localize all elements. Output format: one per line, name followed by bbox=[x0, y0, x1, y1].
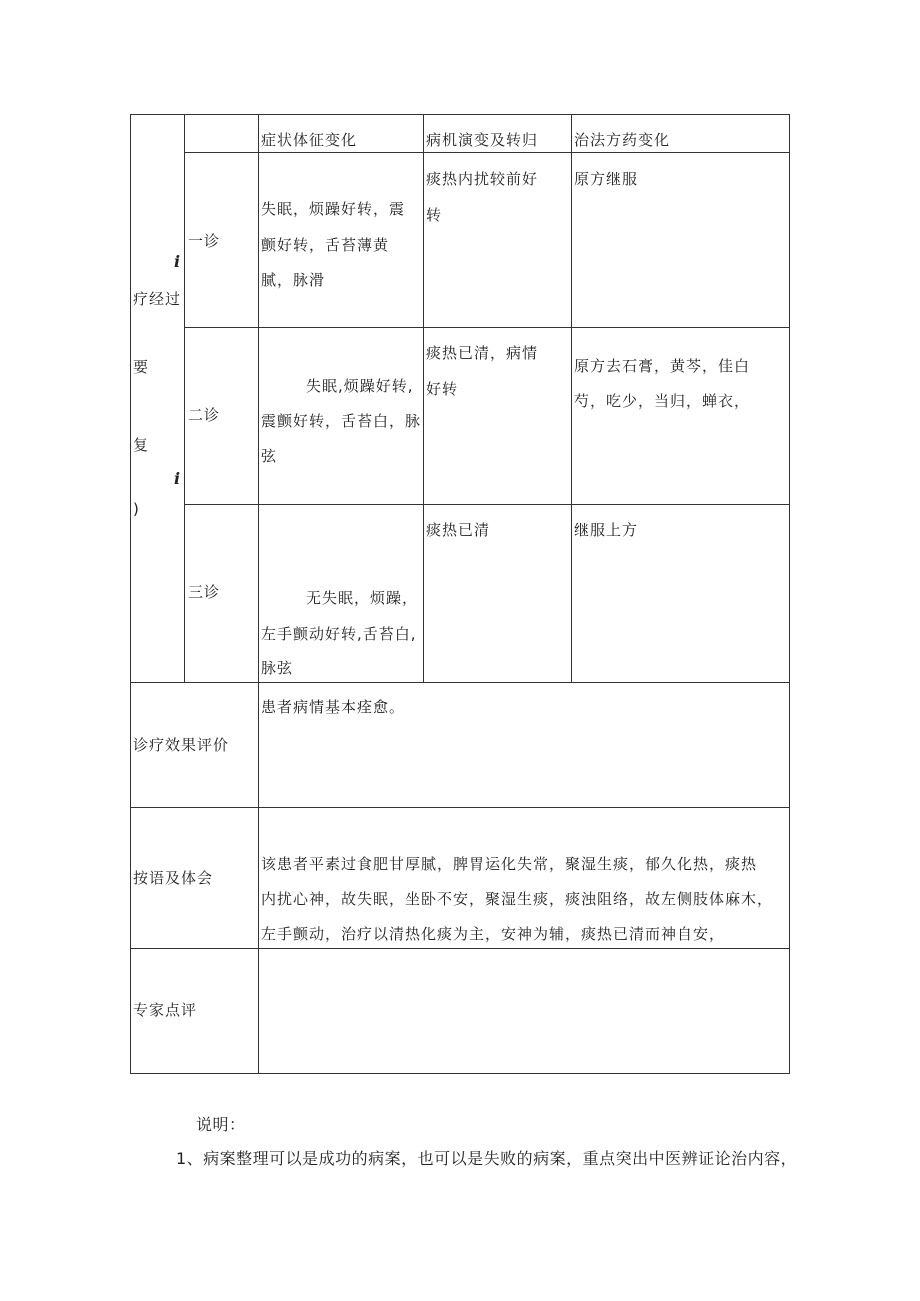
visit-pathogenesis-line: 痰热已清，病情 bbox=[426, 344, 539, 362]
notes-title: 说明： bbox=[196, 1115, 246, 1134]
commentary-line: 内扰心神，故失眠，坐卧不安，聚湿生痰，痰浊阻络，故左侧肢体麻木， bbox=[261, 890, 774, 908]
visit-label: 一诊 bbox=[188, 232, 221, 250]
visit-label: 三诊 bbox=[188, 583, 221, 601]
visit-symptoms-line: 弦 bbox=[261, 447, 278, 465]
commentary-line: 该患者平素过食肥甘厚腻，脾胃运化失常，聚湿生痰，郁久化热，痰热 bbox=[261, 855, 758, 873]
side-label-mark: i bbox=[174, 252, 182, 271]
visit-symptoms-line: 震颤好转，舌苔白，脉 bbox=[261, 412, 422, 430]
visit-symptoms-line: 颤好转，舌苔薄黄 bbox=[261, 236, 390, 254]
side-label-text: 要 bbox=[133, 358, 150, 376]
table-col-divider bbox=[184, 114, 185, 682]
visit-symptoms-line: 失眠,烦躁好转, bbox=[306, 377, 414, 395]
table-border-top bbox=[130, 114, 790, 115]
side-label-mark: i bbox=[174, 469, 182, 488]
visit-symptoms-line: 失眠，烦躁好转，震 bbox=[261, 200, 406, 218]
table-border-bottom bbox=[130, 1073, 790, 1074]
visit-pathogenesis-line: 转 bbox=[426, 206, 443, 224]
visit-pathogenesis-line: 痰热已清 bbox=[426, 521, 491, 539]
side-label-text: 疗经过 bbox=[133, 290, 182, 308]
visit-symptoms-line: 左手颤动好转,舌苔白, bbox=[261, 625, 417, 643]
header-pathogenesis: 病机演变及转归 bbox=[426, 131, 539, 149]
side-label-mark: ) bbox=[133, 500, 140, 518]
header-symptoms: 症状体征变化 bbox=[261, 131, 358, 149]
table-col-divider bbox=[258, 114, 259, 1074]
notes-item: 1、病案整理可以是成功的病案，也可以是失败的病案，重点突出中医辨证论治内容， bbox=[176, 1149, 798, 1168]
commentary-label: 按语及体会 bbox=[133, 869, 214, 887]
table-col-divider bbox=[423, 114, 424, 682]
table-row-divider bbox=[184, 504, 790, 505]
evaluation-content: 患者病情基本痊愈。 bbox=[261, 698, 406, 716]
visit-treatment-line: 芍，吃少，当归，蝉衣， bbox=[574, 392, 751, 410]
side-label-text: 复 bbox=[133, 436, 150, 454]
visit-pathogenesis-line: 好转 bbox=[426, 380, 459, 398]
commentary-line: 左手颤动，治疗以清热化痰为主，安神为辅，痰热已清而神自安， bbox=[261, 925, 726, 943]
expert-label: 专家点评 bbox=[133, 1001, 198, 1019]
visit-symptoms-line: 脉弦 bbox=[261, 659, 294, 677]
visit-symptoms-line: 无失眠，烦躁， bbox=[306, 589, 419, 607]
table-border-left bbox=[130, 114, 131, 1074]
visit-pathogenesis-line: 痰热内扰较前好 bbox=[426, 170, 539, 188]
visit-treatment-line: 继服上方 bbox=[574, 521, 639, 539]
table-row-divider bbox=[130, 807, 790, 808]
table-row-divider bbox=[184, 327, 790, 328]
visit-symptoms-line: 腻，脉滑 bbox=[261, 271, 326, 289]
table-col-divider bbox=[571, 114, 572, 682]
evaluation-label: 诊疗效果评价 bbox=[133, 736, 230, 754]
visit-treatment-line: 原方去石膏，黄芩，佳白 bbox=[574, 357, 751, 375]
visit-treatment-line: 原方继服 bbox=[574, 170, 639, 188]
table-row-divider bbox=[130, 682, 790, 683]
header-treatment: 治法方药变化 bbox=[574, 131, 671, 149]
table-border-right bbox=[789, 114, 790, 1074]
visit-label: 二诊 bbox=[188, 406, 221, 424]
case-record-table bbox=[130, 114, 790, 1074]
